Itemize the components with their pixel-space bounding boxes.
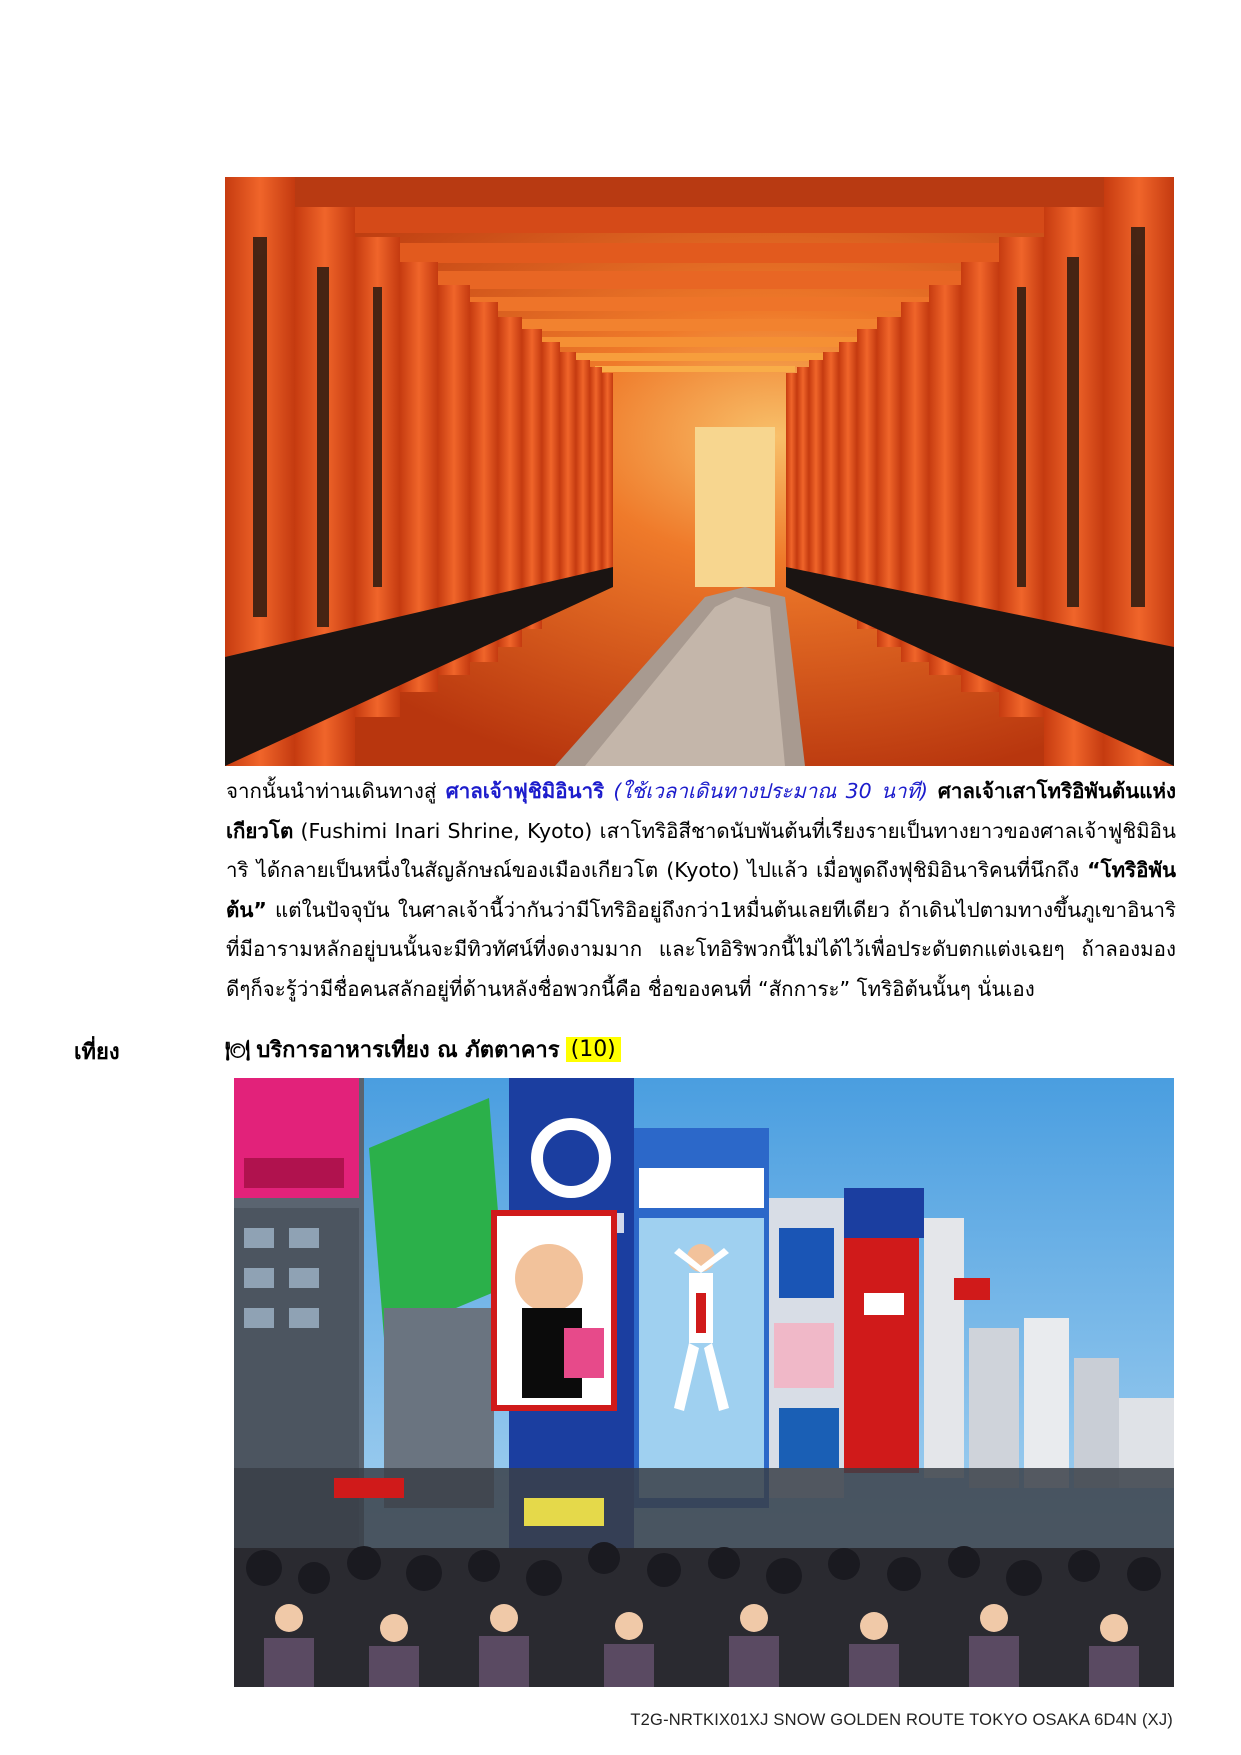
lunch-line: [225, 1032, 621, 1067]
shrine-title: ศาลเจ้าเสาโทริอิพันต้นแห่งเกียวโต: [226, 779, 1176, 843]
meal-code: (10): [566, 1037, 621, 1062]
intro-text: จากนั้นนำท่านเดินทางสู่: [226, 779, 446, 803]
travel-duration: (ใช้เวลาเดินทางประมาณ 30 นาที): [604, 779, 928, 803]
quote-text: “โทริอิพันต้น”: [226, 858, 1176, 922]
fushimi-inari-description: [226, 772, 1176, 1010]
place-name: ศาลเจ้าฟุชิมิอินาริ: [445, 779, 605, 803]
footer-tour-code: T2G-NRTKIX01XJ SNOW GOLDEN ROUTE TOKYO OSAKA 6D4N (XJ): [630, 1711, 1173, 1729]
body-text-1: (Fushimi Inari Shrine, Kyoto) เสาโทริอิสีชาดนับพันต้นที่เรียงรายเป็นทางยาวของศาลเจ้าฟูชิมิอินาริ ได้กลายเป็นหนึ่งในสัญลักษณ์ของเมืองเกียวโต (Kyoto) ไปแล้ว เมื่อพูดถึงฟุชิมิอินาริคนที่นึกถึง: [226, 818, 1176, 883]
dotonbori-photo: [234, 1078, 1174, 1687]
meal-icon: 🍽: [225, 1037, 251, 1062]
lunch-time-label: เที่ยง: [74, 1040, 120, 1065]
lunch-text: บริการอาหารเที่ยง ณ ภัตตาคาร: [256, 1038, 560, 1063]
body-text-2: แต่ในปัจจุบัน ในศาลเจ้านี้ว่ากันว่ามีโทริอิอยู่ถึงกว่า1หมื่นต้นเลยทีเดียว ถ้าเดินไปตามทางขึ้นภูเขาอินาริที่มีอารามหลักอยู่บนนั้นจะมีทิวทัศน์ที่งดงามมาก และโทอิริพวกนี้ไม่ได้ไว้เพื่อประดับตกแต่งเฉยๆ ถ้าลองมองดีๆก็จะรู้ว่ามีชื่อคนสลักอยู่ที่ด้านหลังชื่อพวกนี้คือ ชื่อของคนที่ “สักการะ” โทริอิต้นนั้นๆ นั่นเอง: [226, 897, 1176, 1001]
torii-tunnel-photo: [225, 177, 1174, 766]
